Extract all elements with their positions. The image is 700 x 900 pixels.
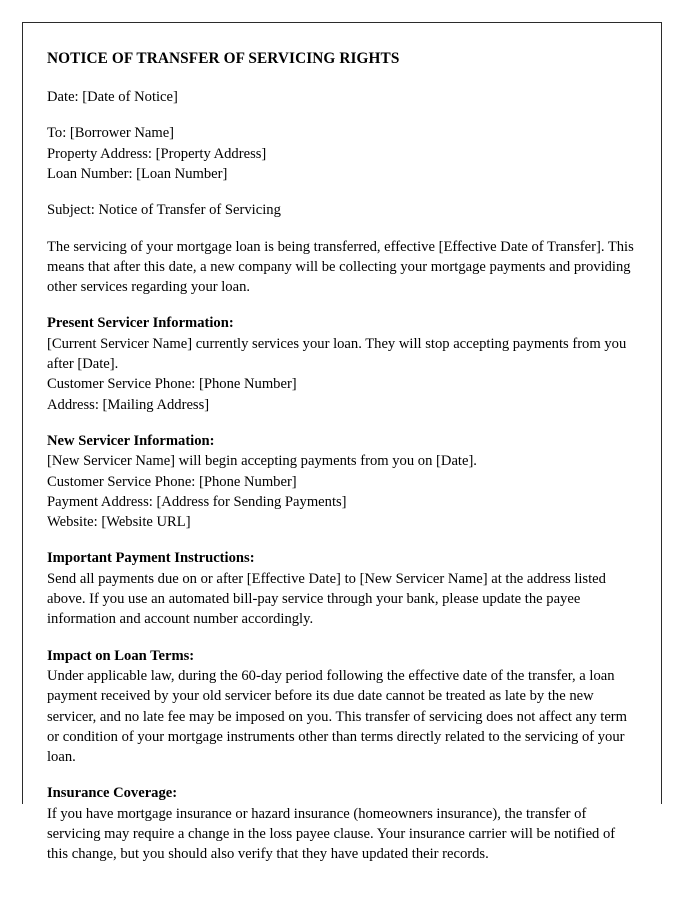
intro-block [47,237,638,298]
recipient-loan-number-line: Loan Number: [Loan Number] [47,166,228,182]
section-line: Send all payments due on or after [Effective Date] to [New Servicer Name] at the address listed above. If you use an automated bill-pay service through your bank, please update the payee information and account number accordingly. [47,570,606,628]
section-line: Payment Address: [Address for Sending Payments] [47,493,347,510]
date-block [47,87,638,107]
section-heading: Impact on Loan Terms: [47,647,195,664]
document-body [23,23,661,865]
page-title: NOTICE OF TRANSFER OF SERVICING RIGHTS [47,50,400,67]
section-present-servicer [47,313,638,414]
section-heading: Important Payment Instructions: [47,550,255,567]
section-line: Customer Service Phone: [Phone Number] [47,473,297,490]
recipient-to-line: To: [Borrower Name] [47,125,175,142]
section-new-servicer [47,431,638,532]
subject-line: Subject: Notice of Transfer of Servicing [47,202,281,219]
recipient-block [47,123,638,184]
section-line: Address: [Mailing Address] [47,396,210,413]
section-heading: New Servicer Information: [47,432,215,449]
document-page [22,22,662,863]
intro-paragraph: The servicing of your mortgage loan is being transferred, effective [Effective Date of Transfer]. This means that after this date, a new company will be collecting your mortgage payments and providing other services regarding your loan. [47,238,634,296]
section-line: [New Servicer Name] will begin accepting payments from you on [Date]. [47,453,477,470]
section-loan-terms [47,646,638,768]
section-line: If you have mortgage insurance or hazard insurance (homeowners insurance), the transfer of servicing may require a change in the loss payee clause. Your insurance carrier will be notified of this change, but you should also verify that they have updated their records. [47,805,616,863]
recipient-property-address-line: Property Address: [Property Address] [47,145,267,162]
section-line: Website: [Website URL] [47,514,191,531]
section-heading: Insurance Coverage: [47,785,178,802]
section-line: Under applicable law, during the 60-day period following the effective date of the transfer, a loan payment received by your old servicer before its due date cannot be treated as late by the new servicer, and no late fee may be imposed on you. This transfer of servicing does not affect any term or condition of your mortgage instruments other than terms directly related to the servicing of your loan. [47,667,628,766]
section-heading: Present Servicer Information: [47,315,234,332]
subject-block [47,200,638,220]
date-line: Date: [Date of Notice] [47,89,178,106]
section-line: [Current Servicer Name] currently services your loan. They will stop accepting payments from you after [Date]. [47,335,627,373]
section-line: Customer Service Phone: [Phone Number] [47,376,297,393]
section-insurance-coverage [47,783,638,864]
section-payment-instructions [47,548,638,629]
